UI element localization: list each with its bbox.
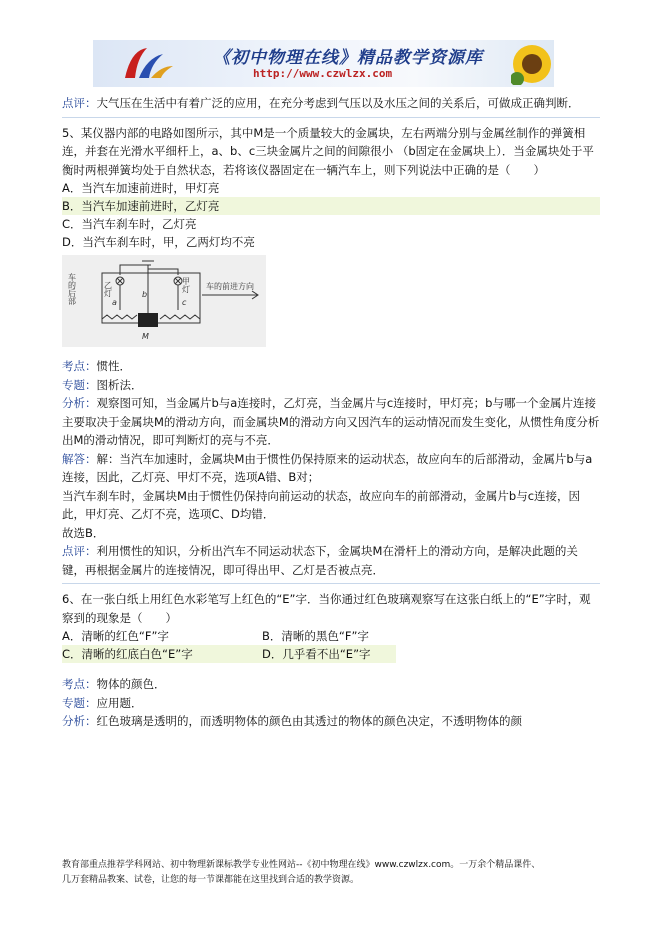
q5-jieda-line-3: 故选B． — [62, 525, 105, 540]
banner-title: 《初中物理在线》精品教学资源库 — [213, 48, 483, 68]
q5-dianping — [62, 542, 600, 579]
dianping-label: 点评： — [62, 544, 97, 558]
page-footer — [62, 858, 602, 888]
footer-line-2: 几万套精品教案、试卷，让您的每一节课都能在这里找到合适的教学资源。 — [62, 875, 360, 885]
fenxi-label: 分析： — [62, 396, 97, 410]
q6-fenxi — [62, 712, 600, 731]
sunflower-icon — [511, 43, 553, 85]
q5-option-d: D．当汽车刹车时，甲，乙两灯均不亮 — [62, 235, 255, 249]
comment-label: 点评： — [62, 96, 97, 110]
q6-option-row-2 — [62, 645, 396, 663]
jieda-label: 解答： — [62, 451, 97, 466]
q5-jieda — [62, 450, 600, 487]
fenxi-text: 观察图可知，当金属片b与a连接时，乙灯亮，当金属片与c连接时，甲灯亮；b与哪一个金属片连接主要取决于金属块M的滑动方向，而金属块M的滑动方向又因汽车的运动情况而发生变化，从惯性角度分析出M的滑动情况，即可判断灯的亮与不亮． — [62, 396, 600, 447]
header-banner — [93, 40, 554, 87]
fig-label-m: M — [142, 332, 149, 341]
q5-jieda-line-2: 当汽车刹车时，金属块M由于惯性仍保持向前运动的状态，故应向车的前部滑动，金属片b与c连接，因此，甲灯亮、乙灯不亮，选项C、D均错． — [62, 488, 581, 521]
circuit-figure — [62, 255, 266, 347]
question-5-stem: 5、某仪器内部的电路如图所示，其中M是一个质量较大的金属块，左右两端分别与金属丝制作的弹簧相连，并套在光滑水平细杆上，a、b、c三块金属片之间的间隙很小 （b固定在金属块上）．当金属块处于平衡时两根弹簧均处于自然状态，若将该仪器固定在一辆汽车上，则下列说法中正确的是（ ） — [62, 125, 594, 177]
dianping-text: 利用惯性的知识，分析出汽车不同运动状态下，金属块M在滑杆上的滑动方向，是解决此题的关键，再根据金属片的连接情况，即可得出甲、乙灯是否被点亮． — [62, 544, 578, 577]
kaodian-text: 惯性． — [96, 359, 131, 373]
fig-label-a: a — [112, 298, 117, 307]
q6-option-d: D．几乎看不出“E”字 — [262, 647, 371, 661]
fig-direction: 车的前进方向 — [206, 282, 254, 291]
zhuanti-text: 应用题． — [96, 695, 143, 710]
q5-option-a: A．当汽车加速前进时，甲灯亮 — [62, 181, 220, 195]
footer-line-1: 教育部重点推荐学科网站、初中物理新课标教学专业性网站--《初中物理在线》www.czwlzx.com。一万余个精品课件、 — [62, 860, 541, 870]
divider — [62, 117, 600, 118]
jieda-line-1: 解：当汽车加速时，金属块M由于惯性仍保持原来的运动状态，故应向车的后部滑动，金属片b与a连接，因此，乙灯亮、甲灯不亮，选项A错、B对； — [62, 451, 593, 484]
q4-comment — [62, 94, 600, 113]
fig-lamp-jia: 甲灯 — [181, 277, 191, 293]
question-6-stem: 6、在一张白纸上用红色水彩笔写上红色的“E”字．当你通过红色玻璃观察写在这张白纸上的“E”字时，观察到的现象是（ ） — [62, 592, 591, 625]
q6-kaodian — [62, 675, 600, 694]
q5-kaodian — [62, 357, 600, 376]
q5-fenxi — [62, 394, 600, 450]
comment-text: 大气压在生活中有着广泛的应用，在充分考虑到气压以及水压之间的关系后，可做成正确判断． — [96, 96, 580, 110]
zhuanti-label: 专题： — [62, 695, 97, 710]
fenxi-text: 红色玻璃是透明的，而透明物体的颜色由其透过的物体的颜色决定，不透明物体的颜 — [96, 714, 522, 728]
q5-zhuanti — [62, 376, 600, 395]
q6-zhuanti — [62, 694, 600, 713]
fig-label-b: b — [142, 290, 148, 299]
kaodian-label: 考点： — [62, 359, 97, 373]
zhuanti-text: 图析法． — [96, 377, 143, 392]
kaodian-label: 考点： — [62, 677, 97, 691]
divider — [62, 583, 600, 584]
q6-option-row-1 — [62, 627, 600, 645]
zhuanti-label: 专题： — [62, 377, 97, 392]
q6-option-c: C．清晰的红底白色“E”字 — [62, 647, 193, 661]
document-body — [62, 94, 600, 731]
fig-label-c: c — [182, 298, 187, 307]
q5-option-c: C．当汽车刹车时，乙灯亮 — [62, 217, 197, 231]
fenxi-label: 分析： — [62, 714, 97, 728]
fig-rear-label: 车的后部 — [67, 273, 77, 305]
site-logo-icon — [117, 44, 177, 84]
q5-option-b: B．当汽车加速前进时，乙灯亮 — [62, 197, 600, 215]
banner-url[interactable]: http://www.czwlzx.com — [253, 67, 393, 80]
q6-option-b: B．清晰的黑色“F”字 — [262, 629, 369, 643]
kaodian-text: 物体的颜色． — [96, 677, 166, 691]
q6-option-a: A．清晰的红色“F”字 — [62, 629, 169, 643]
fig-lamp-yi: 乙灯 — [103, 281, 113, 297]
